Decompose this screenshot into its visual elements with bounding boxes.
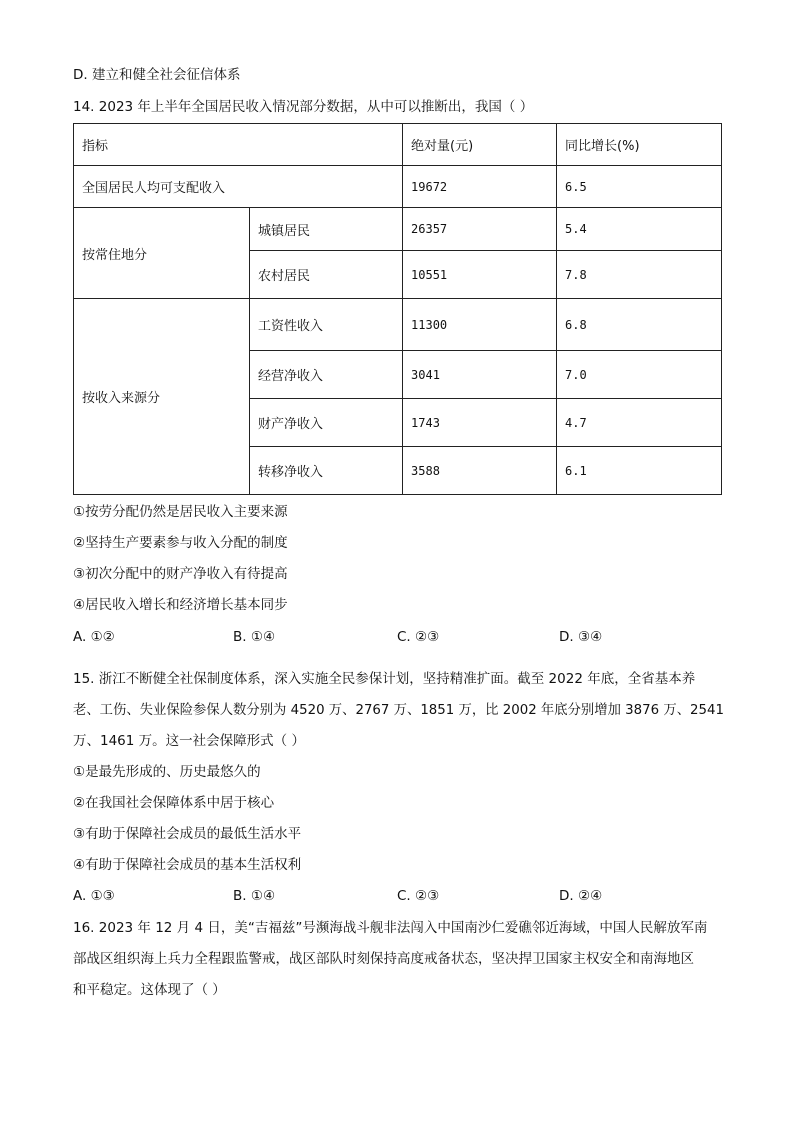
q14-statement-2: ②坚持生产要素参与收入分配的制度	[73, 535, 288, 551]
business-amount: 3041	[403, 351, 557, 399]
q15-option-a[interactable]: A. ①③	[73, 888, 115, 904]
q15-stem-line-1: 15. 浙江不断健全社保制度体系，深入实施全民参保计划，坚持精准扩面。截至 2022 年底，全省基本养	[73, 671, 696, 687]
q16-stem-line-1: 16. 2023 年 12 月 4 日，美“吉福兹”号濒海战斗舰非法闯入中国南沙仁爱礁邻近海域，中国人民解放军南	[73, 920, 708, 936]
business-growth: 7.0	[557, 351, 722, 399]
q15-statement-3: ③有助于保障社会成员的最低生活水平	[73, 826, 302, 842]
wage-amount: 11300	[403, 299, 557, 351]
header-growth: 同比增长(%)	[557, 124, 722, 166]
transfer-growth: 6.1	[557, 447, 722, 495]
q14-statement-1: ①按劳分配仍然是居民收入主要来源	[73, 504, 288, 520]
source-group-label: 按收入来源分	[74, 299, 250, 495]
residence-group-label: 按常住地分	[74, 208, 250, 299]
q14-statement-3: ③初次分配中的财产净收入有待提高	[73, 566, 288, 582]
transfer-amount: 3588	[403, 447, 557, 495]
property-label: 财产净收入	[250, 399, 403, 447]
rural-amount: 10551	[403, 251, 557, 299]
q15-statement-2: ②在我国社会保障体系中居于核心	[73, 795, 275, 811]
q15-option-d[interactable]: D. ②④	[559, 888, 603, 904]
business-label: 经营净收入	[250, 351, 403, 399]
national-growth: 6.5	[557, 166, 722, 208]
header-indicator: 指标	[74, 124, 403, 166]
urban-growth: 5.4	[557, 208, 722, 251]
q15-stem-line-2: 老、工伤、失业保险参保人数分别为 4520 万、2767 万、1851 万，比 2002 年底分别增加 3876 万、2541	[73, 702, 724, 718]
q16-stem-line-3: 和平稳定。这体现了（ ）	[73, 982, 226, 998]
q15-option-c[interactable]: C. ②③	[397, 888, 440, 904]
property-amount: 1743	[403, 399, 557, 447]
q15-statement-4: ④有助于保障社会成员的基本生活权利	[73, 857, 302, 873]
property-growth: 4.7	[557, 399, 722, 447]
table-row	[74, 208, 722, 251]
transfer-label: 转移净收入	[250, 447, 403, 495]
q14-option-a[interactable]: A. ①②	[73, 629, 115, 645]
q14-statement-4: ④居民收入增长和经济增长基本同步	[73, 597, 288, 613]
q14-option-c[interactable]: C. ②③	[397, 629, 440, 645]
rural-label: 农村居民	[250, 251, 403, 299]
q14-stem: 14. 2023 年上半年全国居民收入情况部分数据，从中可以推断出，我国（ ）	[73, 99, 534, 115]
q15-stem-line-3: 万、1461 万。这一社会保障形式（ ）	[73, 733, 305, 749]
wage-growth: 6.8	[557, 299, 722, 351]
prev-option-d: D. 建立和健全社会征信体系	[73, 67, 241, 83]
national-amount: 19672	[403, 166, 557, 208]
national-label: 全国居民人均可支配收入	[74, 166, 403, 208]
rural-growth: 7.8	[557, 251, 722, 299]
q15-option-b[interactable]: B. ①④	[233, 888, 276, 904]
table-header-row	[74, 124, 722, 166]
q16-stem-line-2: 部战区组织海上兵力全程跟监警戒，战区部队时刻保持高度戒备状态，坚决捍卫国家主权安全和南海地区	[73, 951, 694, 967]
income-table	[73, 123, 722, 495]
q14-option-b[interactable]: B. ①④	[233, 629, 276, 645]
wage-label: 工资性收入	[250, 299, 403, 351]
urban-amount: 26357	[403, 208, 557, 251]
table-row	[74, 166, 722, 208]
q15-statement-1: ①是最先形成的、历史最悠久的	[73, 764, 261, 780]
q14-option-d[interactable]: D. ③④	[559, 629, 603, 645]
header-amount: 绝对量(元)	[403, 124, 557, 166]
urban-label: 城镇居民	[250, 208, 403, 251]
table-row	[74, 299, 722, 351]
